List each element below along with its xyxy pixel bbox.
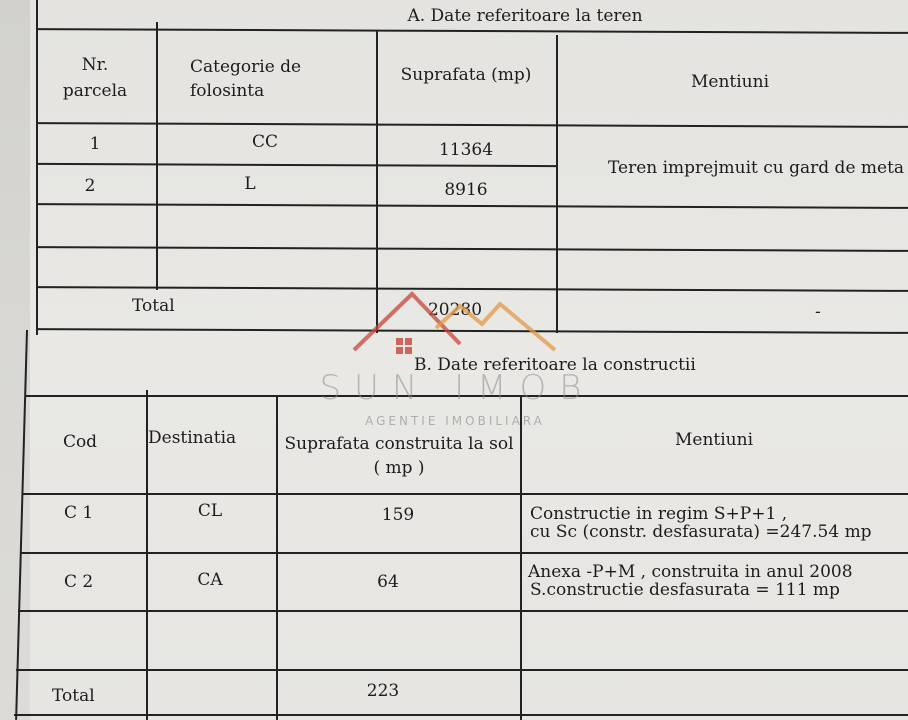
watermark-tagline: AGENTIE IMOBILIARA (365, 414, 545, 428)
header-mentiuni-b: Mentiuni (674, 430, 754, 450)
section-b-title: B. Date referitoare la constructii (414, 355, 696, 375)
constr-row-2-suprafata: 64 (377, 572, 399, 592)
total-mentiuni-a: - (815, 302, 821, 322)
logo-window-3 (396, 347, 403, 354)
header-suprafata-constr: Suprafata construita la sol ( mp ) (284, 434, 514, 478)
sun-imob-logo-icon (350, 288, 570, 358)
header-cod: Cod (62, 432, 98, 452)
table-b-row2-border (18, 610, 908, 612)
table-b-col3-border (520, 395, 522, 720)
total-value-a: 20280 (427, 300, 483, 320)
header-destinatia: Destinatia (148, 428, 237, 448)
table-a-col1-border (156, 22, 158, 290)
logo-orange-roof (436, 304, 555, 350)
constr-row-1-mentiuni-2: cu Sc (constr. desfasurata) =247.54 mp (530, 522, 872, 542)
table-b-col2-border (276, 395, 278, 720)
header-nr-parcela (60, 52, 130, 104)
parcela-row-1-nr: 1 (89, 134, 101, 154)
parcela-row-2-nr: 2 (84, 176, 96, 196)
constr-row-1-mentiuni-1: Constructie in regim S+P+1 , (530, 504, 788, 524)
constr-row-2-mentiuni-1: Anexa -P+M , construita in anul 2008 (528, 562, 853, 582)
parcela-row-2-categorie: L (244, 174, 256, 194)
logo-window-2 (405, 338, 412, 345)
constr-row-1-cod: C 1 (64, 503, 94, 523)
teren-mentiuni: Teren imprejmuit cu gard de meta (608, 158, 905, 178)
table-a-left-border (36, 0, 38, 335)
table-b-left-border (15, 330, 28, 720)
table-b-row3-border (16, 669, 908, 671)
watermark-brand: SUN IMOB (319, 368, 595, 408)
logo-window-4 (405, 347, 412, 354)
total-label-b: Total (52, 686, 95, 706)
total-label-a: Total (132, 296, 175, 316)
logo-window-1 (396, 338, 403, 345)
table-b-row1-border (20, 552, 908, 554)
header-nr-parcela-text: Nr. parcela (62, 55, 128, 101)
header-mentiuni: Mentiuni (690, 72, 770, 92)
table-b-header-border (22, 493, 908, 495)
parcela-row-1-categorie: CC (251, 132, 278, 152)
parcela-row-2-suprafata: 8916 (444, 180, 488, 200)
header-suprafata: Suprafata (mp) (400, 65, 532, 85)
parcela-row-1-suprafata: 11364 (438, 140, 494, 160)
constr-row-2-mentiuni-2: S.constructie desfasurata = 111 mp (530, 580, 840, 600)
constr-row-2-cod: C 2 (64, 572, 94, 592)
constr-row-1-suprafata: 159 (381, 505, 415, 525)
table-b-bottom-border (14, 714, 908, 716)
total-value-b: 223 (366, 681, 400, 701)
constr-row-2-destinatia: CA (197, 570, 223, 590)
constr-row-1-destinatia: CL (197, 501, 223, 521)
section-a-title: A. Date referitoare la teren (407, 6, 643, 26)
header-categorie: Categorie de folosinta (190, 57, 302, 101)
